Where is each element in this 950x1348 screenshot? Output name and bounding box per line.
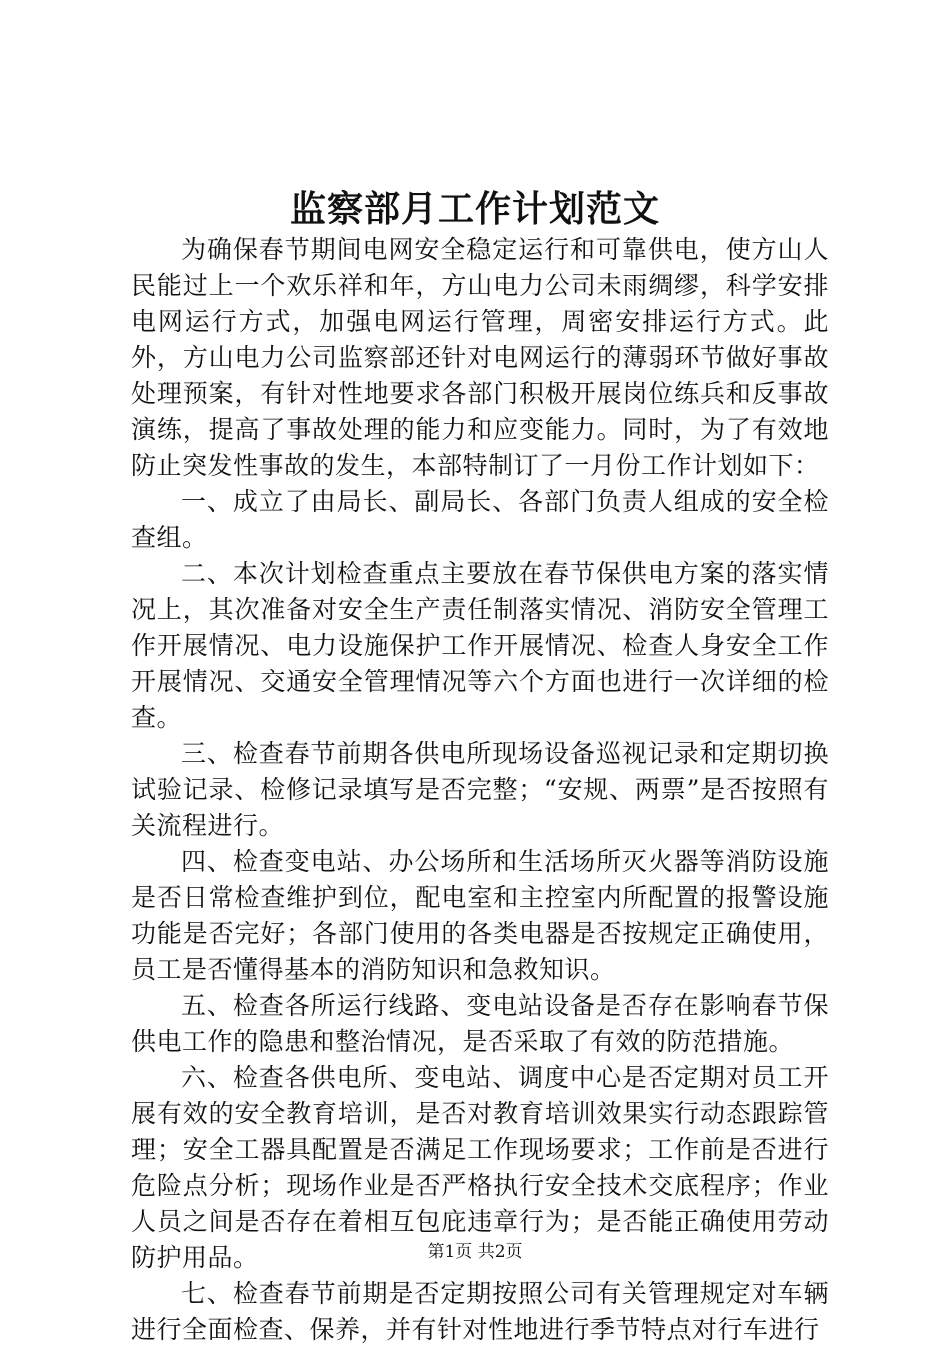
document-body — [131, 232, 829, 1348]
item-paragraph-7: 七、检查春节前期是否定期按照公司有关管理规定对车辆进行全面检查、保养，并有针对性地进行季节特点对行车进行 — [131, 1279, 829, 1344]
item-paragraph-5: 五、检查各所运行线路、变电站设备是否存在影响春节保供电工作的隐患和整治情况，是否采取了有效的防范措施。 — [131, 991, 829, 1056]
page-number-footer: 第1页 共2页 — [427, 1242, 523, 1262]
item-paragraph-3: 三、检查春节前期各供电所现场设备巡视记录和定期切换试验记录、检修记录填写是否完整；“安规、两票”是否按照有关流程进行。 — [131, 739, 829, 840]
intro-paragraph: 为确保春节期间电网安全稳定运行和可靠供电，使方山人民能过上一个欢乐祥和年，方山电力公司未雨绸缪，科学安排电网运行方式，加强电网运行管理，周密安排运行方式。此外，方山电力公司监察部还针对电网运行的薄弱环节做好事故处理预案，有针对性地要求各部门积极开展岗位练兵和反事故演练，提高了事故处理的能力和应变能力。同时，为了有效地防止突发性事故的发生，本部特制订了一月份工作计划如下： — [131, 235, 829, 480]
document-title: 监察部月工作计划范文 — [289, 188, 660, 230]
item-paragraph-6: 六、检查各供电所、变电站、调度中心是否定期对员工开展有效的安全教育培训，是否对教育培训效果实行动态跟踪管理；安全工器具配置是否满足工作现场要求；工作前是否进行危险点分析；现场作业是否严格执行安全技术交底程序；作业人员之间是否存在着相互包庇违章行为；是否能正确使用劳动防护用品。 — [131, 1063, 829, 1272]
item-paragraph-1: 一、成立了由局长、副局长、各部门负责人组成的安全检查组。 — [131, 487, 829, 552]
item-paragraph-2: 二、本次计划检查重点主要放在春节保供电方案的落实情况上，其次准备对安全生产责任制落实情况、消防安全管理工作开展情况、电力设施保护工作开展情况、检查人身安全工作开展情况、交通安全管理情况等六个方面也进行一次详细的检查。 — [131, 559, 829, 732]
item-paragraph-4: 四、检查变电站、办公场所和生活场所灭火器等消防设施是否日常检查维护到位，配电室和主控室内所配置的报警设施功能是否完好；各部门使用的各类电器是否按规定正确使用，员工是否懂得基本的消防知识和急救知识。 — [131, 847, 829, 984]
